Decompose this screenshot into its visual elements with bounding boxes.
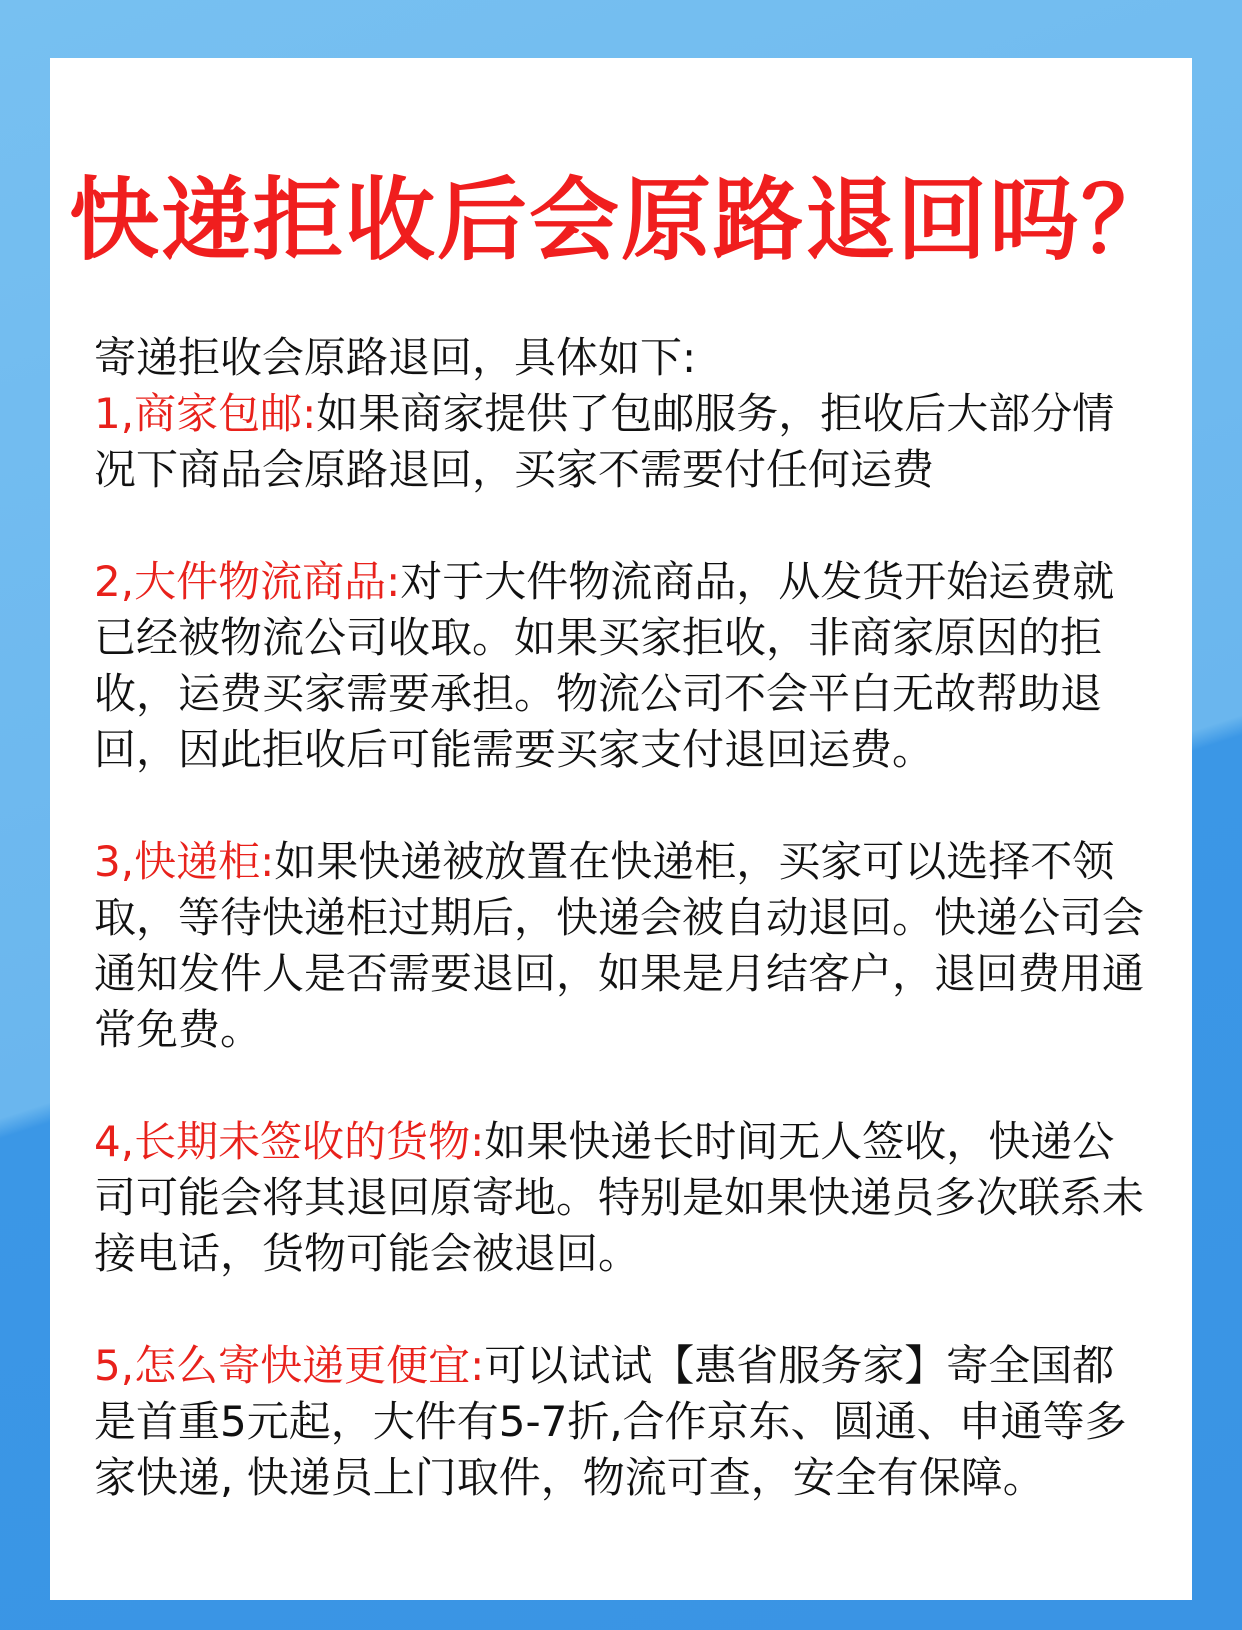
section-label: 1,商家包邮: <box>94 389 317 438</box>
intro-text: 寄递拒收会原路退回，具体如下: <box>94 333 697 382</box>
section-text: 如果快递被放置在快递柜，买家可以选择不领取，等待快递柜过期后，快递会被自动退回。快递公司会通知发件人是否需要退回，如果是月结客户，退回费用通常免费。 <box>94 837 1145 1054</box>
section-text: 对于大件物流商品，从发货开始运费就已经被物流公司收取。如果买家拒收，非商家原因的拒收，运费买家需要承担。物流公司不会平白无故帮助退回，因此拒收后可能需要买家支付退回运费。 <box>94 557 1115 774</box>
section-label: 3,快递柜: <box>94 837 275 886</box>
section-text: 可以试试【惠省服务家】寄全国都是首重5元起，大件有5-7折,合作京东、圆通、申通等多家快递, 快递员上门取件，物流可查，安全有保障。 <box>94 1341 1127 1502</box>
section-4 <box>94 1114 1154 1282</box>
section-text: 如果商家提供了包邮服务，拒收后大部分情况下商品会原路退回，买家不需要付任何运费 <box>94 389 1115 494</box>
section-label: 4,长期未签收的货物: <box>94 1117 485 1166</box>
section-label: 5,怎么寄快递更便宜: <box>94 1341 485 1390</box>
page-title: 快递拒收后会原路退回吗？ <box>69 168 1173 273</box>
section-label: 2,大件物流商品: <box>94 557 401 606</box>
content-card <box>50 58 1192 1600</box>
section-3 <box>94 834 1154 1058</box>
section-text: 如果快递长时间无人签收，快递公司可能会将其退回原寄地。特别是如果快递员多次联系未接电话，货物可能会被退回。 <box>94 1117 1145 1278</box>
section-1 <box>94 386 1154 498</box>
article-body <box>94 330 1154 1506</box>
section-5 <box>94 1338 1154 1506</box>
section-2 <box>94 554 1154 778</box>
